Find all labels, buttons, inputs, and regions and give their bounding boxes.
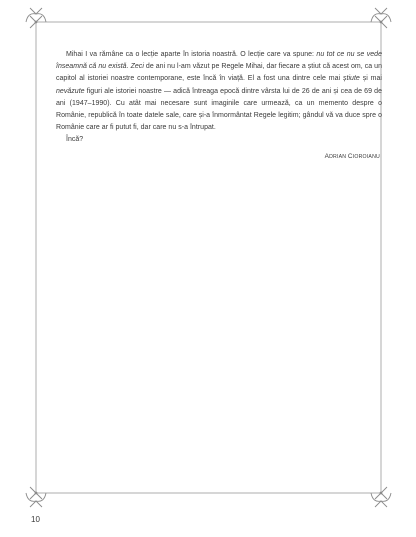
- signature-initial: C: [347, 153, 353, 160]
- paragraph-closing: Încă?: [66, 136, 84, 144]
- text-run: .: [126, 63, 131, 71]
- body-text: [56, 49, 382, 147]
- author-signature: [325, 153, 380, 160]
- page-number: 10: [31, 515, 40, 524]
- text-run: și mai: [359, 75, 382, 83]
- italic-run: nevăzute: [56, 87, 85, 95]
- italic-run: nu tot ce nu se vede înseamnă că nu există: [56, 51, 382, 71]
- paragraph-main: [56, 49, 382, 134]
- signature-first-name: DRIAN: [329, 154, 347, 160]
- signature-last-name: IOROIANU: [352, 154, 380, 160]
- signature-initial: A: [324, 153, 330, 160]
- italic-run: știute: [342, 75, 360, 83]
- text-run: de ani nu l-am văzut pe Regele Mihai, dar fiecare a știut că acest om, ca un capitol al istoriei noastre contemporane, este încă în viață. El a fost una dintre cele mai: [56, 63, 383, 83]
- text-run: figuri ale istoriei noastre — adică întreaga epocă dintre vârsta lui de 26 de ani și cea de 69 de ani (1947–1990). Cu atât mai necesare sunt imaginile care urmează, ca un memento despre o Românie, republică în toate datele sale, care și-a înmormântat Regele legitim; gândul vă va duce spre o Românie care ar fi putut fi, dar care nu s-a întrupat.: [56, 87, 382, 132]
- text-run: Mihai I va rămâne ca o lecție aparte în istoria noastră. O lecție care va spune:: [66, 51, 317, 58]
- italic-run: Zeci: [130, 63, 144, 71]
